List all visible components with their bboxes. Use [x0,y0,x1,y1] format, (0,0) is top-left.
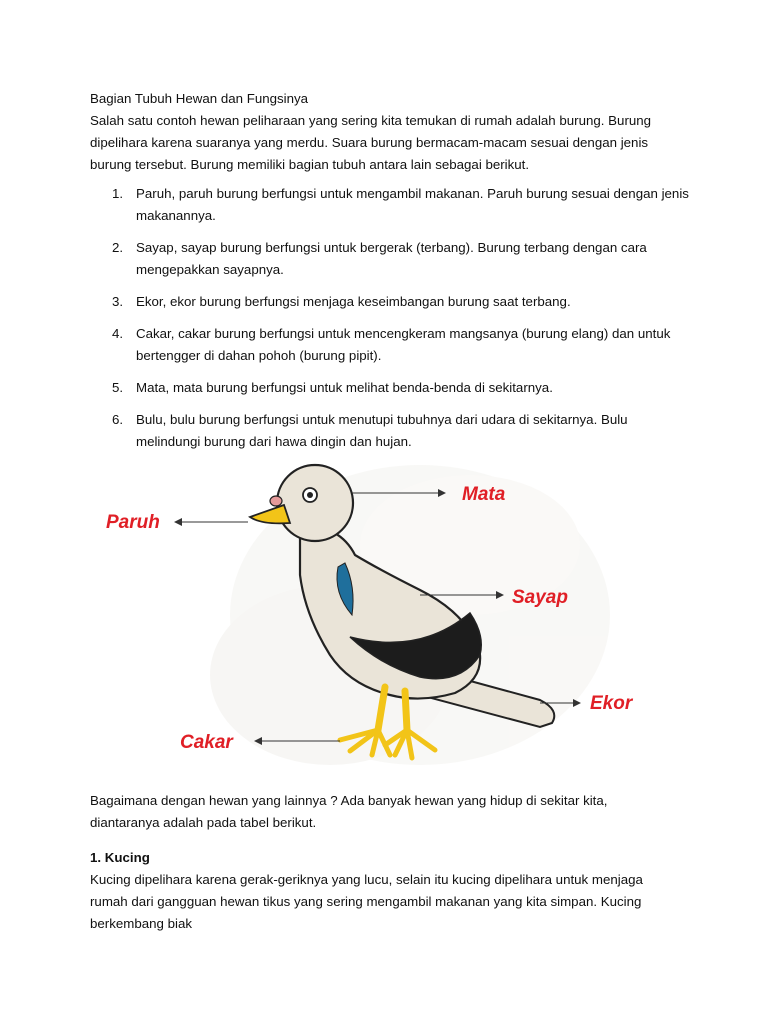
document-title: Bagian Tubuh Hewan dan Fungsinya [90,91,309,106]
list-number: 6. [112,412,124,427]
list-item [90,323,690,367]
section-heading-kucing: 1. Kucing [90,850,150,865]
list-item [90,291,690,313]
list-text: Bulu, bulu burung berfungsi untuk menutupi tubuhnya dari udara di sekitarnya. Bulu melindungi burung dari hawa dingin dan hujan. [136,412,628,449]
list-item [90,409,690,453]
list-number: 5. [112,380,124,395]
list-number: 2. [112,240,124,255]
list-number: 1. [112,186,124,201]
bird-parts-list [90,183,690,463]
label-mata: Mata [462,484,506,505]
bird-head [277,465,353,541]
bird-pupil [307,492,313,498]
label-paruh: Paruh [106,512,160,533]
list-item [90,237,690,281]
label-ekor: Ekor [590,693,633,714]
label-sayap: Sayap [512,587,568,608]
list-item [90,183,690,227]
intro-paragraph: Salah satu contoh hewan peliharaan yang sering kita temukan di rumah adalah burung. Burung dipelihara karena suaranya yang merdu. Suara burung bermacam-macam sesuai dengan jenis burung tersebut. Burung memiliki bagian tubuh antara lain sebagai berikut. [90,113,652,172]
list-item [90,377,690,399]
bird-leg-right [405,691,407,730]
label-cakar: Cakar [180,732,233,753]
section-body-kucing: Kucing dipelihara karena gerak-geriknya yang lucu, selain itu kucing dipelihara untuk menjaga rumah dari gangguan hewan tikus yang sering mengambil makanan yang kita simpan. Kucing berkembang biak [90,872,643,931]
list-text: Cakar, cakar burung berfungsi untuk mencengkeram mangsanya (burung elang) dan untuk bertengger di dahan pohoh (burung pipit). [136,326,671,363]
after-figure-paragraph: Bagaimana dengan hewan yang lainnya ? Ada banyak hewan yang hidup di sekitar kita, diantaranya adalah pada tabel berikut. [90,793,608,830]
bird-cere [270,496,282,506]
bird-diagram [0,455,768,775]
list-text: Paruh, paruh burung berfungsi untuk mengambil makanan. Paruh burung sesuai dengan jenis makanannya. [136,186,689,223]
list-text: Sayap, sayap burung berfungsi untuk bergerak (terbang). Burung terbang dengan cara mengepakkan sayapnya. [136,240,647,277]
list-number: 3. [112,294,124,309]
list-number: 4. [112,326,124,341]
list-text: Mata, mata burung berfungsi untuk melihat benda-benda di sekitarnya. [136,380,553,395]
list-text: Ekor, ekor burung berfungsi menjaga keseimbangan burung saat terbang. [136,294,571,309]
bird-beak [250,505,290,523]
